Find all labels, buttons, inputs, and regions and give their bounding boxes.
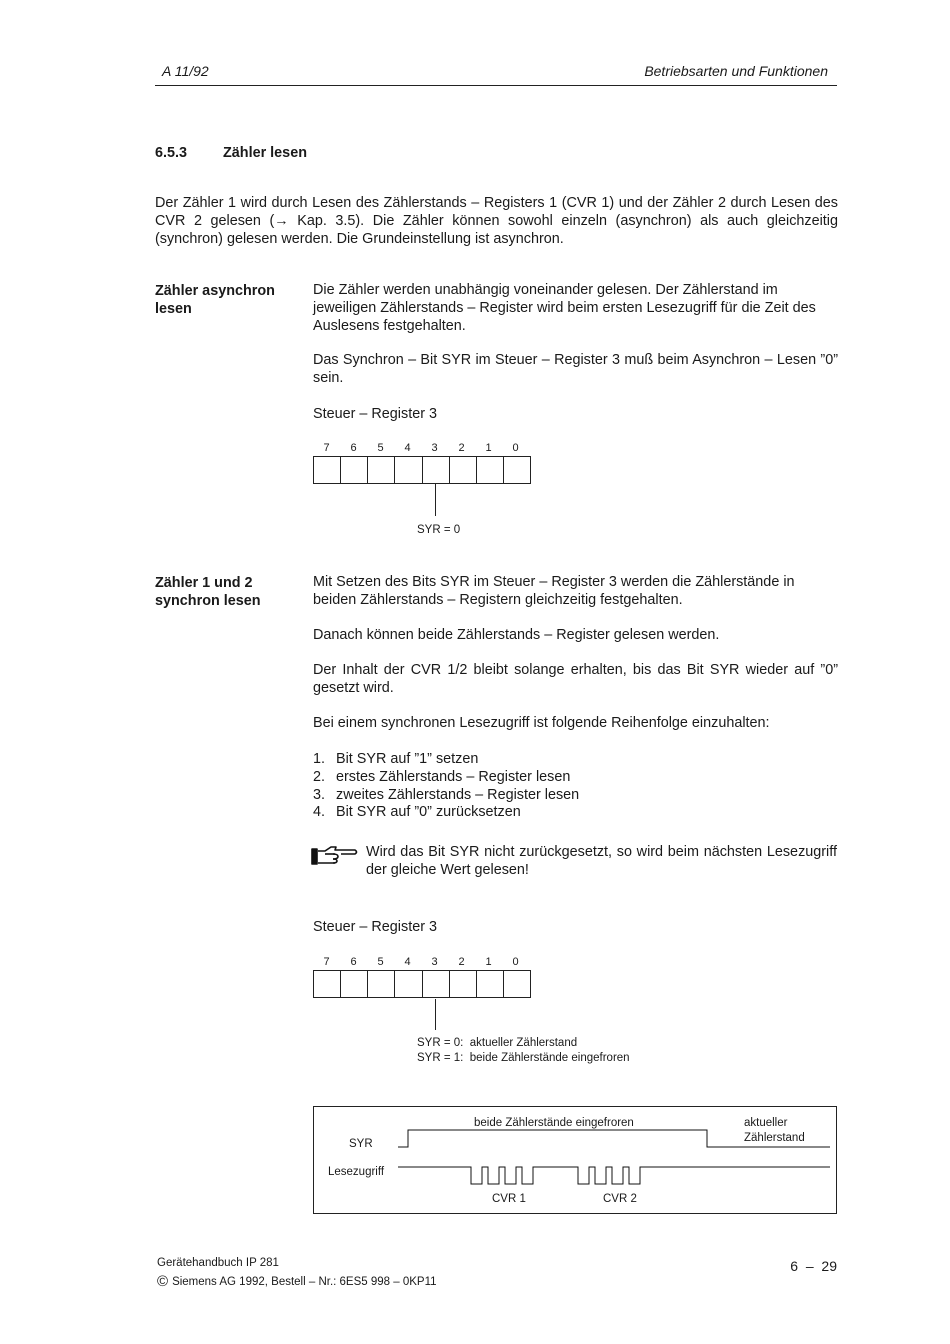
register-cell <box>368 457 395 483</box>
bit-number: 0 <box>512 442 519 454</box>
bit-number: 3 <box>431 442 438 454</box>
register-cell <box>341 457 368 483</box>
bit-number: 7 <box>323 956 330 968</box>
async-syr-label: SYR = 0 <box>417 524 461 536</box>
sync-register-label: Steuer – Register 3 <box>313 919 437 935</box>
sync-syr-pointer <box>435 999 436 1030</box>
async-side-line1: Zähler asynchron <box>155 283 275 299</box>
sync-side-line1: Zähler 1 und 2 <box>155 575 253 591</box>
sync-side-heading <box>155 574 305 610</box>
sync-side-line2: synchron lesen <box>155 593 261 609</box>
sync-bit-numbers <box>313 956 530 968</box>
footer-order-number: Siemens AG 1992, Bestell – Nr.: 6ES5 998 – 0KP11 <box>172 1275 437 1288</box>
step-number: 3. <box>313 786 326 803</box>
bit-number: 6 <box>350 442 357 454</box>
timing-waveforms <box>314 1107 836 1213</box>
async-side-line2: lesen <box>155 301 192 317</box>
header-left: A 11/92 <box>162 63 209 79</box>
register-cell <box>477 971 504 997</box>
timing-read-label: Lesezugriff <box>328 1166 385 1178</box>
step-text: Bit SYR auf ”1” setzen <box>336 751 479 767</box>
step-number: 4. <box>313 804 326 821</box>
register-cell <box>477 457 504 483</box>
list-item <box>313 751 838 769</box>
register-cell <box>368 971 395 997</box>
register-cell <box>504 971 530 997</box>
timing-frozen-label: beide Zählerstände eingefroren <box>474 1117 634 1129</box>
timing-cvr2-label: CVR 2 <box>603 1193 637 1205</box>
timing-current-line2: Zählerstand <box>744 1132 805 1144</box>
async-para2: Das Synchron – Bit SYR im Steuer – Register 3 muß beim Asynchron – Lesen ”0” sein. <box>313 352 838 386</box>
bit-number: 6 <box>350 956 357 968</box>
read-signal-line <box>398 1167 830 1184</box>
page-number: 6 – 29 <box>790 1258 837 1274</box>
footer-copyright <box>157 1273 437 1290</box>
register-cell <box>423 457 450 483</box>
sync-para3: Der Inhalt der CVR 1/2 bleibt solange erhalten, bis das Bit SYR wieder auf ”0” gesetzt wird. <box>313 662 838 696</box>
async-register-cells <box>313 456 531 484</box>
bit-number: 5 <box>377 956 384 968</box>
async-side-heading <box>155 282 305 318</box>
bit-number: 0 <box>512 956 519 968</box>
timing-current-line1: aktueller <box>744 1117 788 1129</box>
register-cell <box>423 971 450 997</box>
section-number: 6.5.3 <box>155 145 188 161</box>
async-register-label: Steuer – Register 3 <box>313 406 437 422</box>
bit-number: 1 <box>485 956 492 968</box>
bit-number: 2 <box>458 442 465 454</box>
list-item <box>313 769 838 787</box>
bit-number: 5 <box>377 442 384 454</box>
step-text: zweites Zählerstands – Register lesen <box>336 786 580 803</box>
list-item <box>313 804 838 822</box>
intro-paragraph: Der Zähler 1 wird durch Lesen des Zählerstands – Registers 1 (CVR 1) und der Zähler 2 durch Lesen des CVR 2 gelesen (→ Kap. 3.5). Die Zähler können sowohl einzeln (asynchron) als auch gleichzeitig (synchron) gelesen werden. Die Grundeinstellung ist asynchron. <box>155 195 838 247</box>
sync-note: Wird das Bit SYR nicht zurückgesetzt, so wird beim nächsten Lesezugriff der gleiche Wert gelesen! <box>366 844 837 878</box>
register-cell <box>395 457 422 483</box>
register-cell <box>314 457 341 483</box>
header-rule <box>155 85 837 86</box>
sync-syr-line1: SYR = 0: aktueller Zählerstand <box>417 1037 578 1049</box>
register-cell <box>314 971 341 997</box>
sync-register <box>313 956 531 998</box>
register-cell <box>395 971 422 997</box>
step-text: erstes Zählerstands – Register lesen <box>336 768 571 785</box>
sync-para2: Danach können beide Zählerstands – Register gelesen werden. <box>313 627 720 643</box>
pointing-hand-icon <box>311 845 359 867</box>
sync-para4: Bei einem synchronen Lesezugriff ist folgende Reihenfolge einzuhalten: <box>313 715 770 731</box>
sync-syr-line2: SYR = 1: beide Zählerstände eingefroren <box>417 1052 630 1064</box>
bit-number: 2 <box>458 956 465 968</box>
section-title: Zähler lesen <box>223 145 307 161</box>
step-number: 1. <box>313 751 326 767</box>
register-cell <box>504 457 530 483</box>
bit-number: 4 <box>404 442 411 454</box>
sync-steps-list <box>313 751 838 822</box>
async-register <box>313 442 531 484</box>
footer-manual-title: Gerätehandbuch IP 281 <box>157 1257 279 1269</box>
async-bit-numbers <box>313 442 530 454</box>
syr-signal-line <box>398 1130 830 1147</box>
bit-number: 3 <box>431 956 438 968</box>
timing-syr-label: SYR <box>349 1138 373 1150</box>
register-cell <box>341 971 368 997</box>
timing-diagram <box>313 1106 837 1214</box>
async-syr-pointer <box>435 484 436 516</box>
register-cell <box>450 457 477 483</box>
bit-number: 7 <box>323 442 330 454</box>
sync-register-cells <box>313 970 531 998</box>
step-number: 2. <box>313 768 326 785</box>
step-text: Bit SYR auf ”0” zurücksetzen <box>336 804 521 821</box>
copyright-symbol: © <box>157 1273 169 1290</box>
sync-syr-legend <box>417 1036 630 1066</box>
register-cell <box>450 971 477 997</box>
header-right: Betriebsarten und Funktionen <box>644 63 828 79</box>
bit-number: 4 <box>404 956 411 968</box>
sync-para1: Mit Setzen des Bits SYR im Steuer – Register 3 werden die Zählerstände in beiden Zählerstands – Registern gleichzeitig festgehalten. <box>313 574 795 608</box>
bit-number: 1 <box>485 442 492 454</box>
list-item <box>313 787 838 805</box>
timing-cvr1-label: CVR 1 <box>492 1193 526 1205</box>
async-para1: Die Zähler werden unabhängig voneinander gelesen. Der Zählerstand im jeweiligen Zählerstands – Register wird beim ersten Lesezugriff für die Zeit des Auslesens festgehalten. <box>313 282 816 334</box>
